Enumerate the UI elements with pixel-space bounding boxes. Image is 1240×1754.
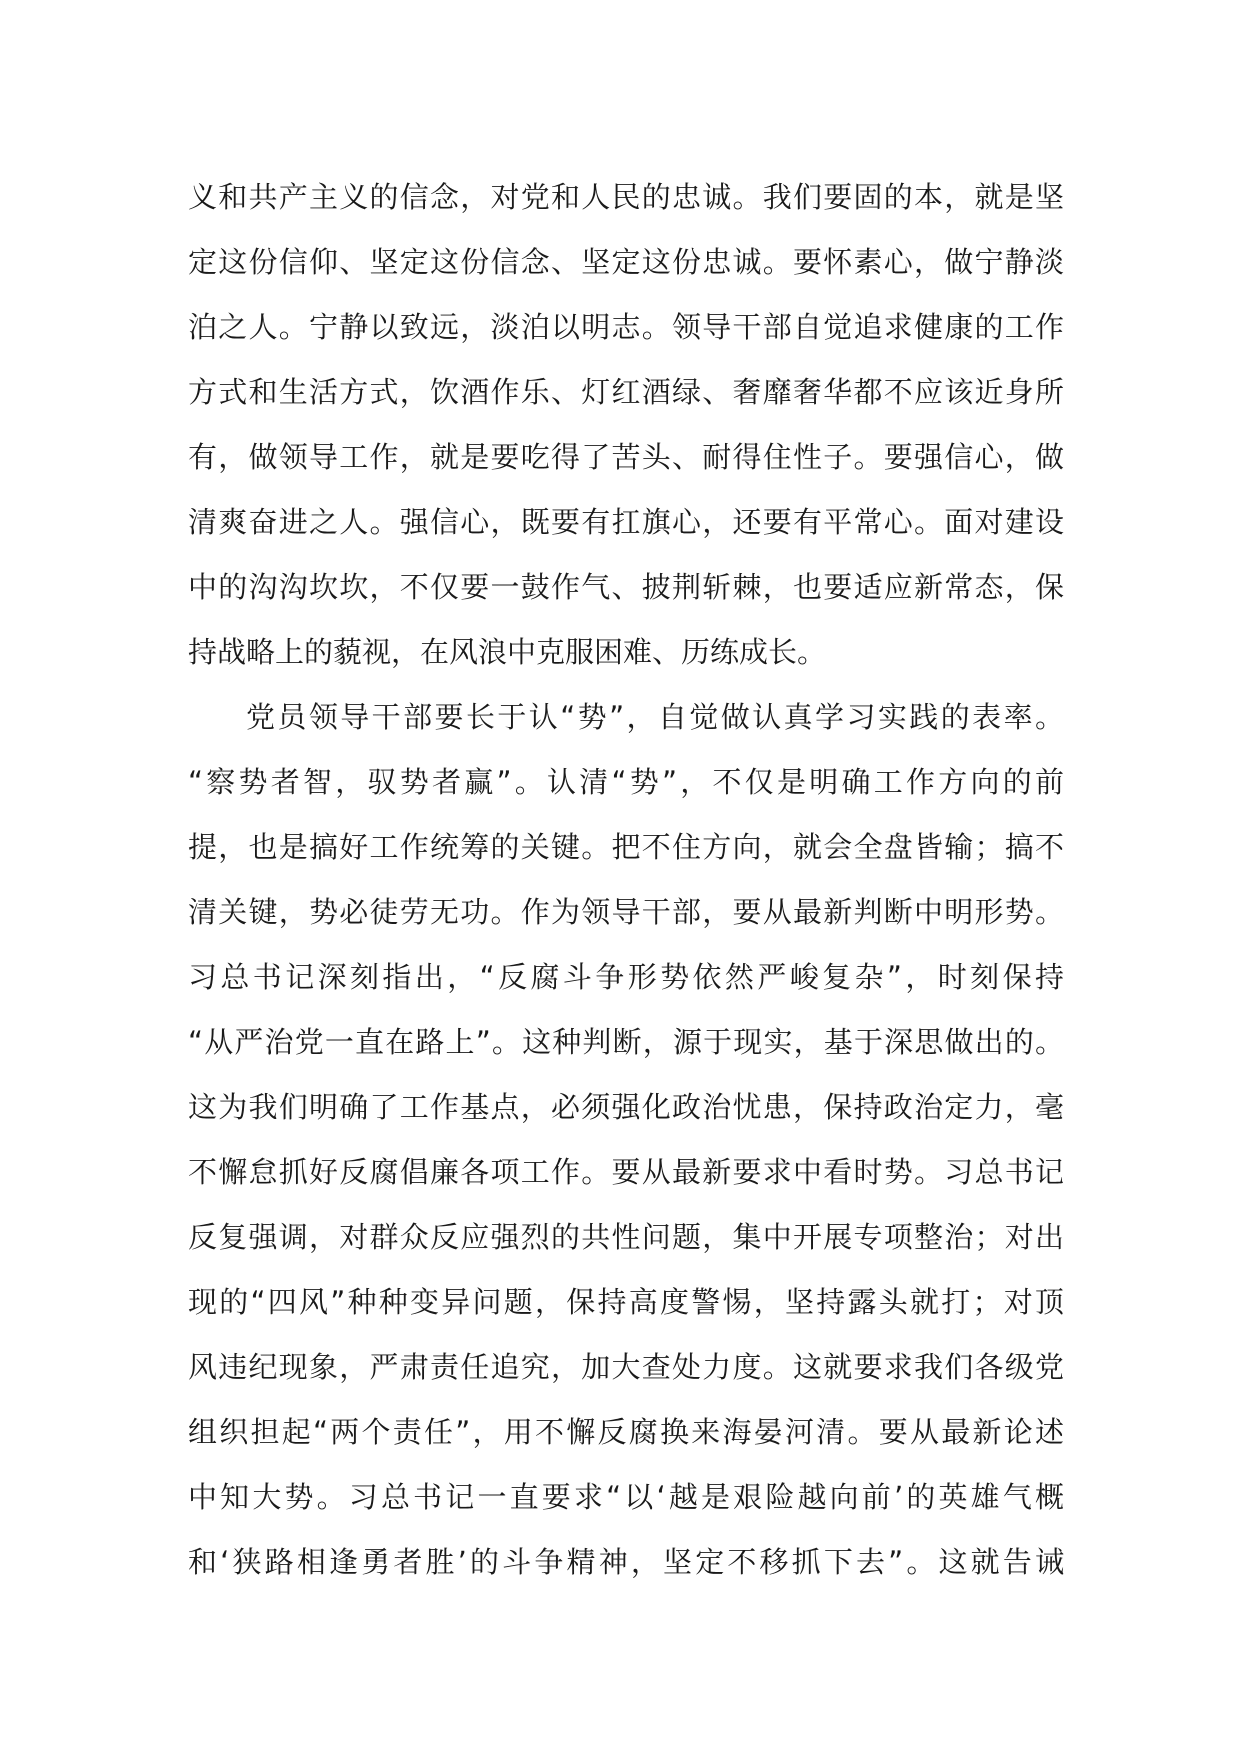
text-line: 这为我们明确了工作基点，必须强化政治忧患，保持政治定力，毫 bbox=[188, 1090, 1064, 1124]
text-line: 清关键，势必徒劳无功。作为领导干部，要从最新判断中明形势。 bbox=[188, 895, 1064, 929]
text-line: 有，做领导工作，就是要吃得了苦头、耐得住性子。要强信心，做 bbox=[188, 440, 1064, 474]
text-line: 风违纪现象，严肃责任追究，加大查处力度。这就要求我们各级党 bbox=[188, 1350, 1064, 1384]
text-line: 泊之人。宁静以致远，淡泊以明志。领导干部自觉追求健康的工作 bbox=[188, 310, 1064, 344]
text-line: 组织担起“两个责任”，用不懈反腐换来海晏河清。要从最新论述 bbox=[188, 1415, 1064, 1449]
text-line: 反复强调，对群众反应强烈的共性问题，集中开展专项整治；对出 bbox=[188, 1220, 1064, 1254]
text-line: 方式和生活方式，饮酒作乐、灯红酒绿、奢靡奢华都不应该近身所 bbox=[188, 375, 1064, 409]
text-line: 定这份信仰、坚定这份信念、坚定这份忠诚。要怀素心，做宁静淡 bbox=[188, 245, 1064, 279]
text-line: 持战略上的藐视，在风浪中克服困难、历练成长。 bbox=[188, 635, 827, 669]
text-line: 中的沟沟坎坎，不仅要一鼓作气、披荆斩棘，也要适应新常态，保 bbox=[188, 570, 1064, 604]
text-line: “从严治党一直在路上”。这种判断，源于现实，基于深思做出的。 bbox=[188, 1025, 1064, 1059]
paragraph-first-line: 党员领导干部要长于认“势”，自觉做认真学习实践的表率。 bbox=[246, 700, 1064, 734]
text-line: 清爽奋进之人。强信心，既要有扛旗心，还要有平常心。面对建设 bbox=[188, 505, 1064, 539]
text-line: 现的“四风”种种变异问题，保持高度警惕，坚持露头就打；对顶 bbox=[188, 1285, 1064, 1319]
text-line: 提，也是搞好工作统筹的关键。把不住方向，就会全盘皆输；搞不 bbox=[188, 830, 1064, 864]
body-text bbox=[188, 172, 1064, 1602]
text-line: 习总书记深刻指出，“反腐斗争形势依然严峻复杂”，时刻保持 bbox=[188, 960, 1064, 994]
text-line: 中知大势。习总书记一直要求“以‘越是艰险越向前’的英雄气概 bbox=[188, 1480, 1064, 1514]
text-line: “察势者智，驭势者赢”。认清“势”，不仅是明确工作方向的前 bbox=[188, 765, 1064, 799]
text-line: 和‘狭路相逢勇者胜’的斗争精神，坚定不移抓下去”。这就告诫 bbox=[188, 1545, 1064, 1579]
text-line: 义和共产主义的信念，对党和人民的忠诚。我们要固的本，就是坚 bbox=[188, 180, 1064, 214]
text-line: 不懈怠抓好反腐倡廉各项工作。要从最新要求中看时势。习总书记 bbox=[188, 1155, 1064, 1189]
